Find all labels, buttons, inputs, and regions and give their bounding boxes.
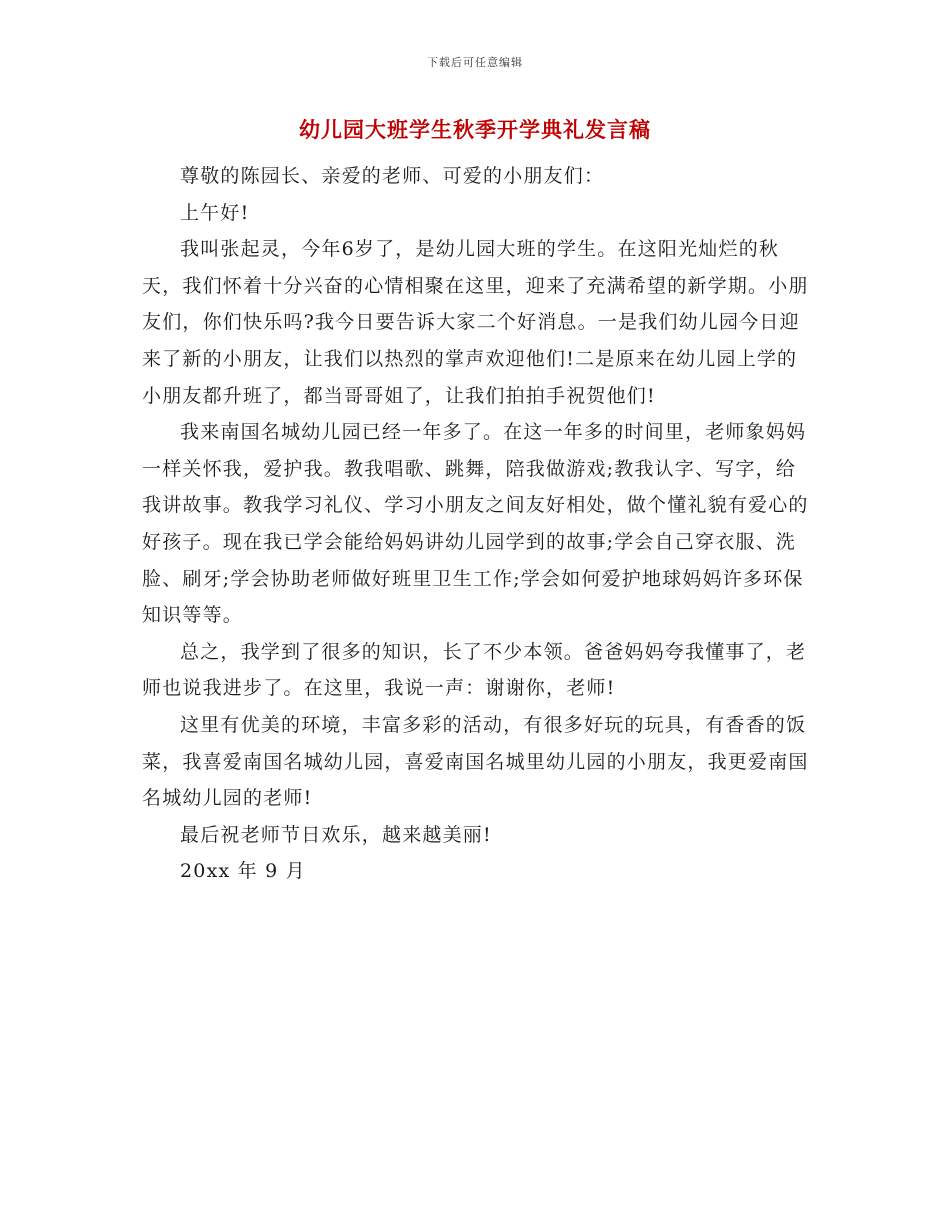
page-title: 幼儿园大班学生秋季开学典礼发言稿 xyxy=(299,117,651,142)
paragraph-environment: 这里有优美的环境，丰富多彩的活动，有很多好玩的玩具，有香香的饭菜，我喜爱南国名城幼儿园，喜爱南国名城里幼儿园的小朋友，我更爱南国名城幼儿园的老师! xyxy=(142,713,809,810)
greeting: 上午好! xyxy=(180,201,250,224)
paragraph-intro: 我叫张起灵，今年6岁了，是幼儿园大班的学生。在这阳光灿烂的秋天，我们怀着十分兴奋的心情相聚在这里，迎来了充满希望的新学期。小朋友们，你们快乐吗?我今日要告诉大家二个好消息。一是我们幼儿园今日迎来了新的小朋友，让我们以热烈的掌声欢迎他们!二是原来在幼儿园上学的小朋友都升班了，都当哥哥姐了，让我们拍拍手祝贺他们! xyxy=(142,238,809,407)
paragraph-teachers: 我来南国名城幼儿园已经一年多了。在这一年多的时间里，老师象妈妈一样关怀我，爱护我。教我唱歌、跳舞，陪我做游戏;教我认字、写字，给我讲故事。教我学习礼仪、学习小朋友之间友好相处，做个懂礼貌有爱心的好孩子。现在我已学会能给妈妈讲幼儿园学到的故事;学会自己穿衣服、洗脸、刷牙;学会协助老师做好班里卫生工作;学会如何爱护地球妈妈许多环保知识等等。 xyxy=(142,421,809,627)
salutation: 尊敬的陈园长、亲爱的老师、可爱的小朋友们： xyxy=(180,165,605,187)
download-note: 下载后可任意编辑 xyxy=(427,56,523,69)
document-body xyxy=(142,158,814,890)
paragraph-closing: 最后祝老师节日欢乐，越来越美丽! xyxy=(180,823,492,846)
paragraph-summary: 总之，我学到了很多的知识，长了不少本领。爸爸妈妈夸我懂事了，老师也说我进步了。在这里，我说一声：谢谢你，老师! xyxy=(142,640,807,700)
document-date: 20xx 年 9 月 xyxy=(180,860,306,883)
